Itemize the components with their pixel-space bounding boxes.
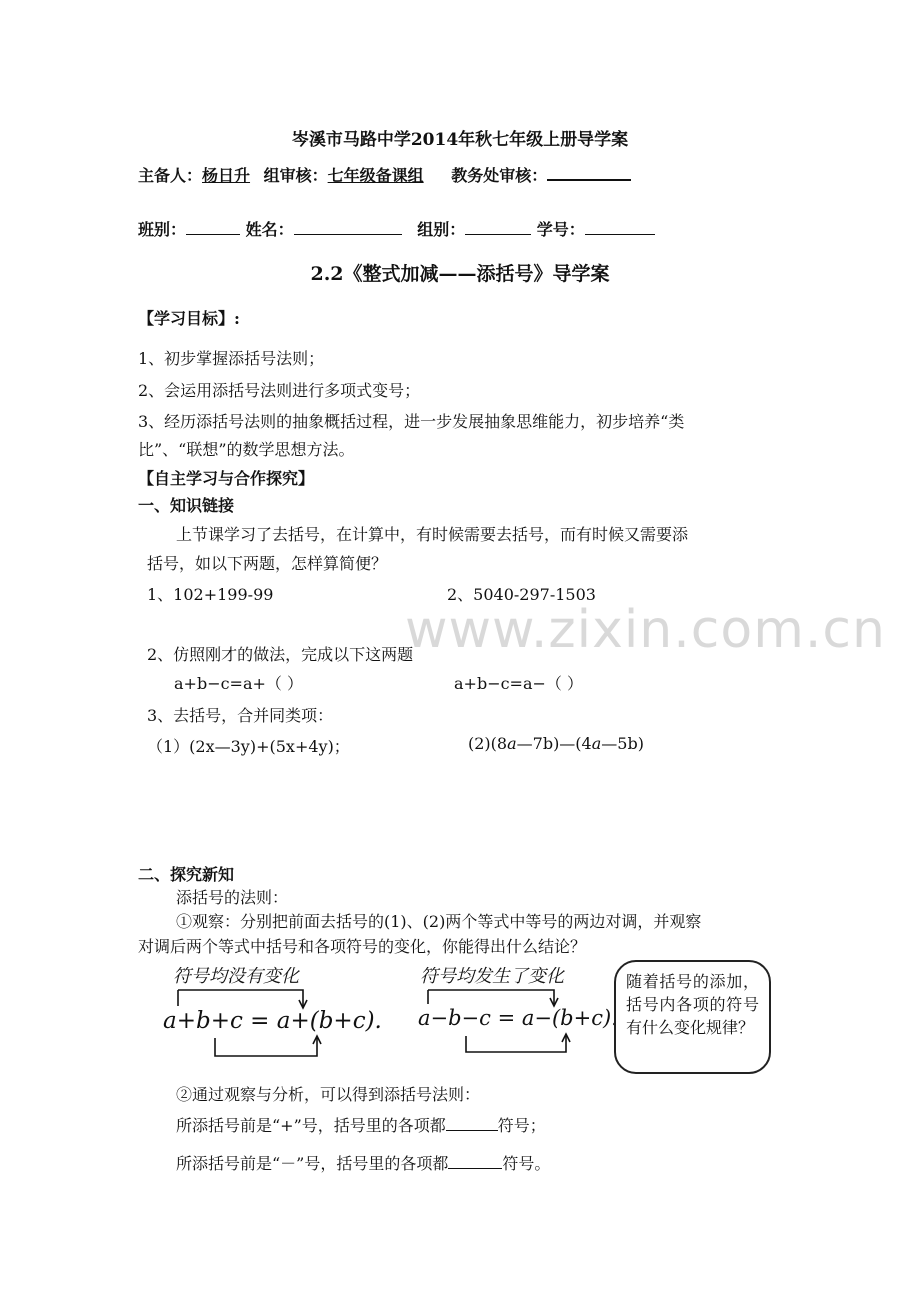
question-2a: a+b−c=a+（ ） [174,674,303,693]
preparer-label: 主备人： [138,166,203,185]
observe-line-1: ①观察：分别把前面去括号的(1)、(2)两个等式中等号的两边对调，并观察 [176,912,702,931]
fig1-caption: 符号均没有变化 [173,966,299,987]
student-info [138,217,655,240]
analysis-line: ②通过观察与分析，可以得到添括号法则： [176,1085,481,1104]
question-1a: 1、102+199-99 [147,585,274,604]
rule-plus-end: 符号； [497,1116,546,1135]
fig2-caption: 符号均发生了变化 [420,966,564,987]
question-3b [468,734,644,753]
q3b-var-a: a [507,734,517,753]
rule-minus-blank[interactable] [448,1153,502,1169]
section-knowledge-link: 一、知识链接 [138,496,235,515]
q3b-part: —5b) [601,734,644,753]
observe-line-2: 对调后两个等式中括号和各项符号的变化，你能得出什么结论？ [138,937,587,956]
rule-plus [176,1113,546,1136]
office-blank[interactable] [547,164,631,181]
section-explore: 二、探究新知 [138,865,235,884]
name-label: 姓名： [245,220,294,239]
rule-minus-text: 所添括号前是“－”号，括号里的各项都 [176,1154,449,1173]
watermark: www.zixin.com.cn [405,600,886,660]
reviewer-name: 七年级备课组 [327,166,424,185]
fig1-formula: a+b+c = a+(b+c). [163,1008,382,1034]
question-bubble: 随着括号的添加，括号内各项的符号有什么变化规律？ [614,960,771,1074]
rule-minus [176,1151,550,1174]
q3b-var-a: a [591,734,602,753]
name-blank[interactable] [294,219,402,235]
rule-plus-blank[interactable] [446,1115,498,1131]
objective-item-1: 1、初步掌握添括号法则； [138,349,325,368]
preparer-name: 杨日升 [202,166,251,185]
question-1b: 2、5040-297-1503 [447,585,596,604]
rule-minus-end: 符号。 [502,1154,551,1173]
document-title: 岑溪市马路中学2014年秋七年级上册导学案 [291,130,629,150]
office-label: 教务处审核： [451,166,548,185]
question-2: 2、仿照刚才的做法，完成以下这两题 [147,645,414,664]
objective-item-2: 2、会运用添括号法则进行多项式变号； [138,381,421,400]
intro-line-2: 括号，如以下两题，怎样算简便？ [147,554,388,573]
lesson-title: 2.2《整式加减——添括号》导学案 [310,263,610,285]
fig2-formula: a−b−c = a−(b+c). [418,1006,618,1030]
self-study-heading: 【自主学习与合作探究】 [138,469,315,488]
header-meta [138,163,631,186]
objective-item-3-cont: 比”、“联想”的数学思想方法。 [138,440,355,459]
group-label: 组别： [417,220,466,239]
question-3: 3、去括号，合并同类项： [147,706,334,725]
question-3a: （1）(2x—3y)+(5x+4y)； [147,737,350,756]
rule-label: 添括号的法则： [176,888,289,907]
group-blank[interactable] [465,219,531,235]
id-blank[interactable] [585,219,655,235]
objectives-heading: 【学习目标】: [138,309,240,328]
reviewer-label: 组审核： [263,166,328,185]
id-label: 学号： [536,220,585,239]
question-2b: a+b−c=a−（ ） [454,674,583,693]
q3b-part: (2)(8 [468,734,508,753]
class-blank[interactable] [186,219,240,235]
rule-plus-text: 所添括号前是“+”号，括号里的各项都 [176,1116,446,1135]
q3b-part: —7b)—(4 [516,734,592,753]
class-label: 班别： [138,220,187,239]
intro-line-1: 上节课学习了去括号，在计算中，有时候需要去括号，而有时候又需要添 [176,525,689,544]
objective-item-3: 3、经历添括号法则的抽象概括过程，进一步发展抽象思维能力，初步培养“类 [138,412,685,431]
